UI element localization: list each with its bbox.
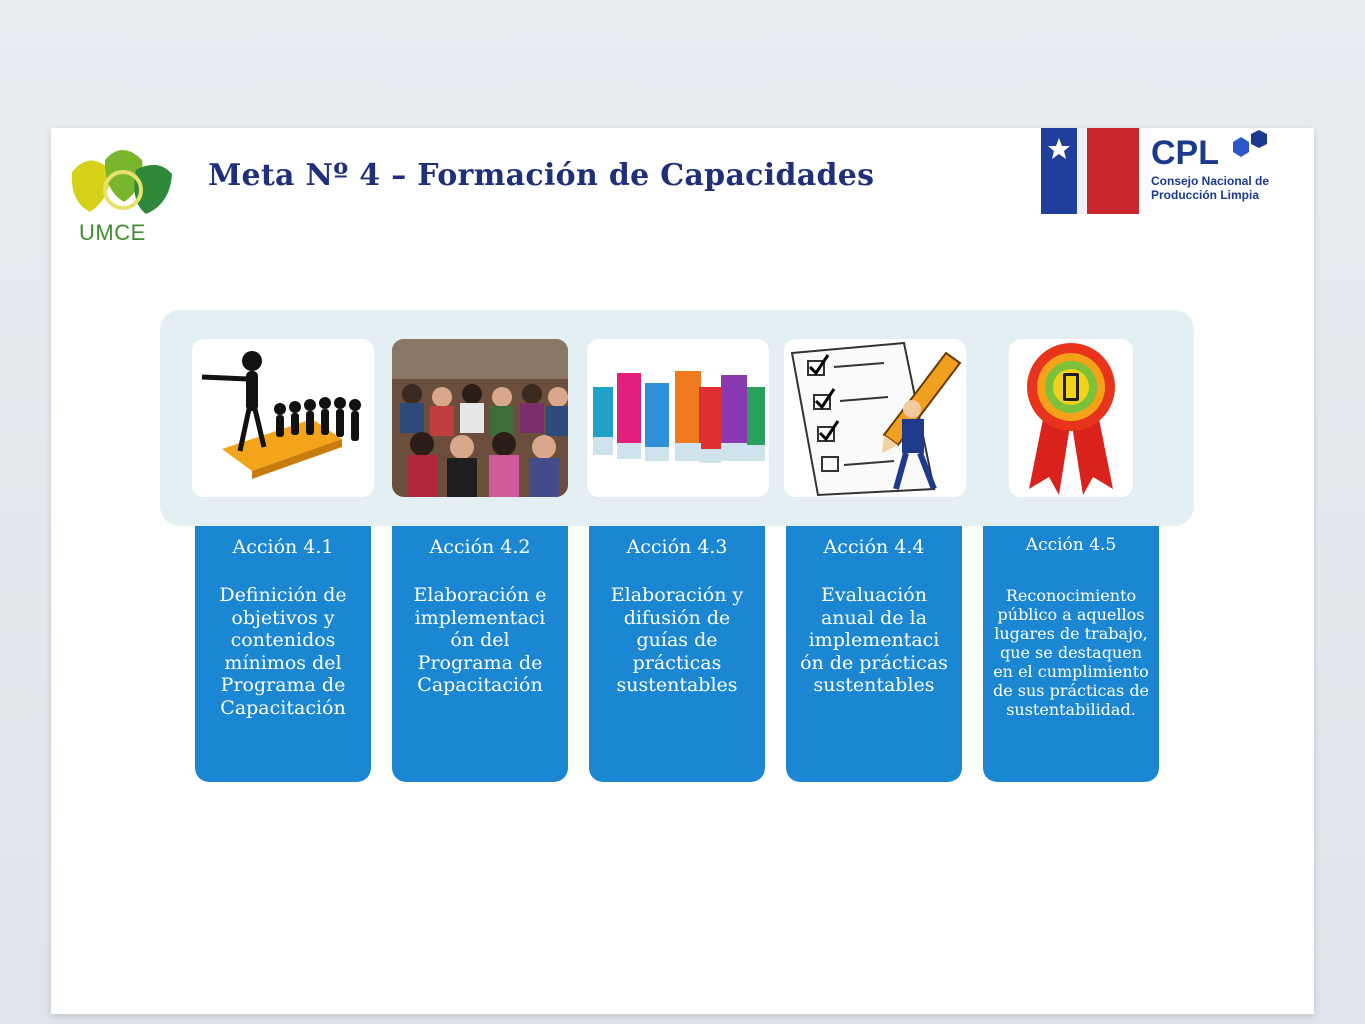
action-description: Definición de objetivos y contenidos mínimos del Programa de Capacitación (219, 584, 347, 719)
umce-logo-text: UMCE (79, 220, 146, 245)
leader-figures-image (192, 339, 374, 497)
action-description: Elaboración e implementaci ón del Programa de Capacitación (413, 584, 547, 696)
cpl-subtitle-line-1: Consejo Nacional de (1151, 174, 1270, 188)
action-card-4-3 (589, 526, 765, 782)
checklist-pencil-image (784, 339, 966, 497)
action-title: Acción 4.3 (626, 536, 728, 558)
slide (51, 128, 1314, 1014)
cpl-logo-title: CPL (1151, 134, 1219, 172)
action-title: Acción 4.5 (1025, 535, 1117, 555)
first-place-medal-image (1009, 339, 1133, 497)
classroom-photo (392, 339, 568, 497)
action-title: Acción 4.1 (232, 536, 334, 558)
action-card-4-5 (983, 526, 1159, 782)
action-description: Evaluación anual de la implementaci ón de prácticas sustentables (800, 584, 948, 696)
action-card-4-4 (786, 526, 962, 782)
action-title: Acción 4.2 (429, 536, 531, 558)
cpl-logo-subtitle (1151, 174, 1286, 202)
cpl-logo (1147, 128, 1287, 218)
action-card-4-1 (195, 526, 371, 782)
action-description: Elaboración y difusión de guías de prácticas sustentables (610, 584, 744, 696)
guide-books-image (587, 339, 769, 497)
action-title: Acción 4.4 (823, 536, 925, 558)
government-flag-logo (1041, 128, 1139, 214)
action-description: Reconocimiento público a aquellos lugares de trabajo, que se destaquen en el cumplimiento de sus prácticas de sustentabilidad. (992, 586, 1150, 719)
action-card-4-2 (392, 526, 568, 782)
page-title: Meta Nº 4 – Formación de Capacidades (208, 158, 875, 193)
cpl-subtitle-line-2: Producción Limpia (1151, 188, 1260, 202)
